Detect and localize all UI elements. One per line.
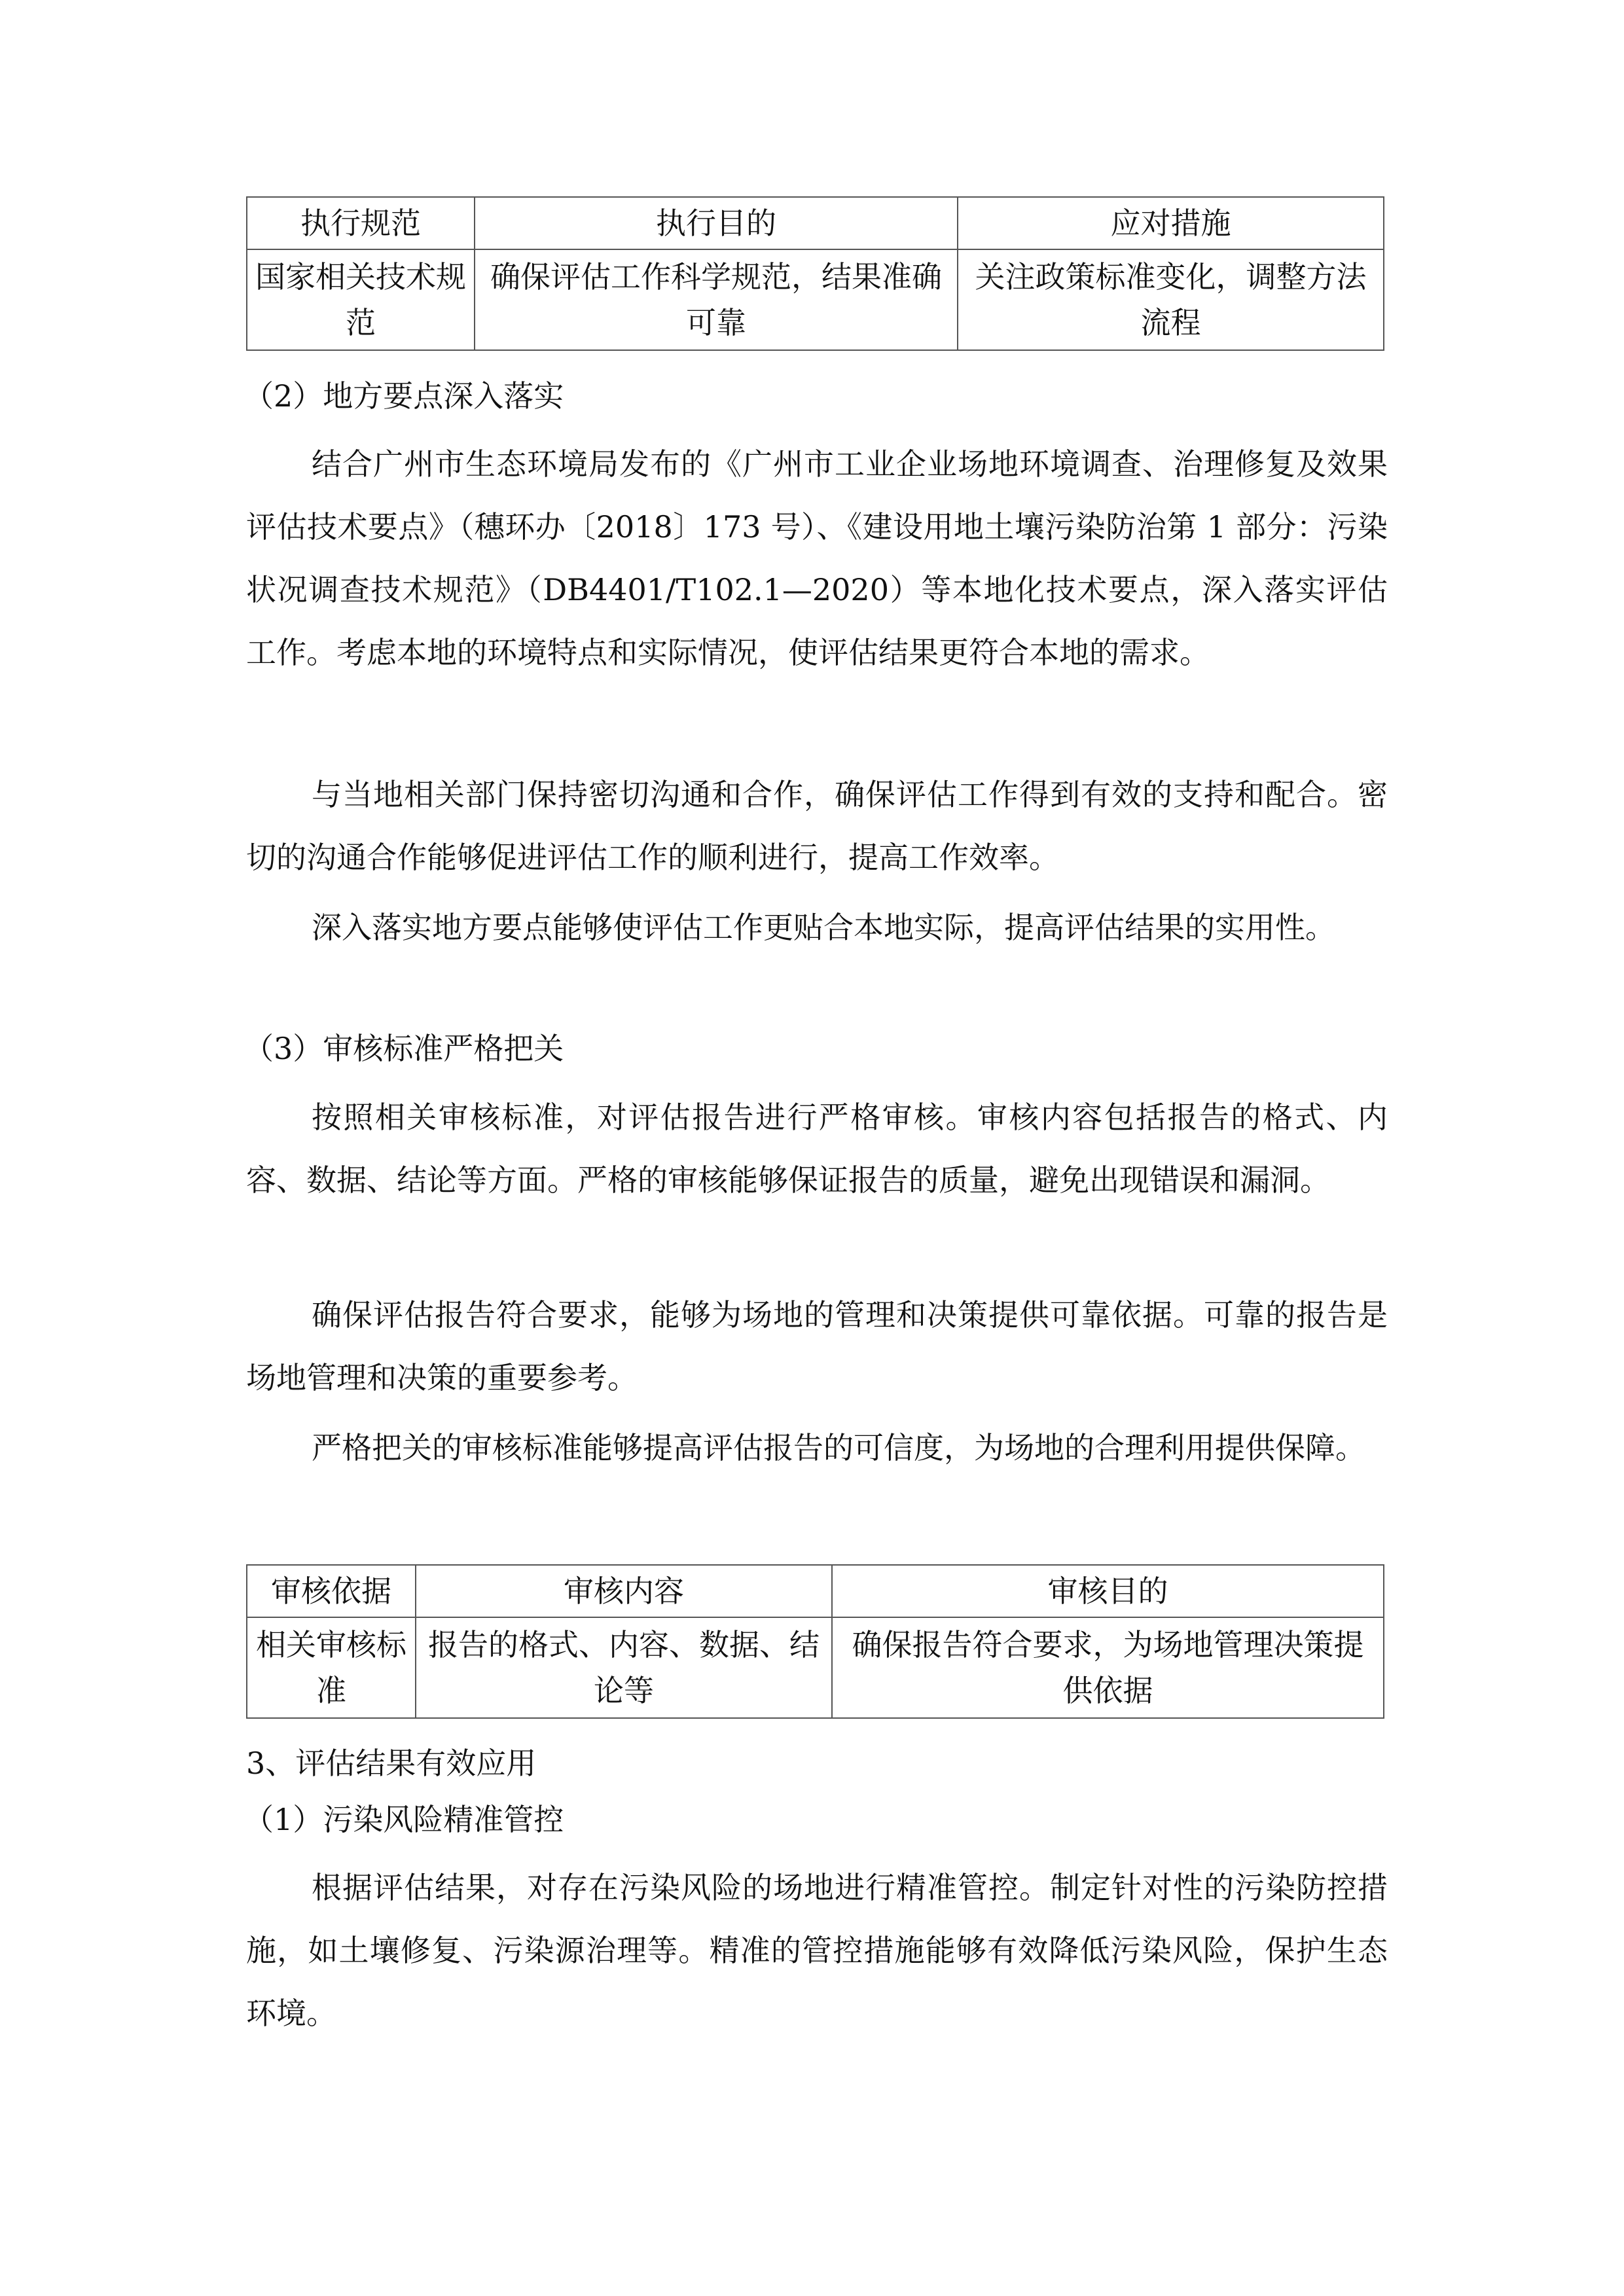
table-row (247, 249, 1384, 350)
table-cell: 关注政策标准变化，调整方法流程 (958, 249, 1384, 350)
paragraph: 严格把关的审核标准能够提高评估报告的可信度，为场地的合理利用提供保障。 (312, 1430, 1365, 1465)
table-row (247, 1617, 1384, 1718)
section-heading: 3、评估结果有效应用 (246, 1746, 537, 1781)
table-header-cell: 应对措施 (958, 197, 1384, 249)
paragraph: 与当地相关部门保持密切沟通和合作，确保评估工作得到有效的支持和配合。密切的沟通合作能够促进评估工作的顺利进行，提高工作效率。 (246, 777, 1388, 875)
paragraph: 根据评估结果，对存在污染风险的场地进行精准管控。制定针对性的污染防控措施，如土壤修复、污染源治理等。精准的管控措施能够有效降低污染风险，保护生态环境。 (246, 1870, 1388, 2031)
paragraph: 结合广州市生态环境局发布的《广州市工业企业场地环境调查、治理修复及效果评估技术要点》（穗环办〔2018〕173 号）、《建设用地土壤污染防治第 1 部分：污染状况调查技术规范》（DB4401/T102.1—2020）等本地化技术要点，深入落实评估工作。考虑本地的环境特点和实际情况，使评估结果更符合本地的需求。 (246, 446, 1388, 670)
table-header-row (247, 1565, 1384, 1617)
section-heading: （3）审核标准严格把关 (244, 1031, 564, 1066)
table-header-row (247, 197, 1384, 249)
table-header-cell: 执行规范 (247, 197, 475, 249)
table-header-cell: 审核目的 (832, 1565, 1384, 1617)
section-heading: （2）地方要点深入落实 (244, 378, 564, 414)
table-cell: 报告的格式、内容、数据、结论等 (416, 1617, 832, 1718)
paragraph: 深入落实地方要点能够使评估工作更贴合本地实际，提高评估结果的实用性。 (312, 910, 1335, 945)
paragraph: 确保评估报告符合要求，能够为场地的管理和决策提供可靠依据。可靠的报告是场地管理和决策的重要参考。 (246, 1297, 1388, 1395)
table-cell: 国家相关技术规范 (247, 249, 475, 350)
paragraph: 按照相关审核标准，对评估报告进行严格审核。审核内容包括报告的格式、内容、数据、结论等方面。严格的审核能够保证报告的质量，避免出现错误和漏洞。 (246, 1100, 1388, 1198)
table-header-cell: 执行目的 (475, 197, 958, 249)
table-cell: 确保评估工作科学规范，结果准确可靠 (475, 249, 958, 350)
table-cell: 确保报告符合要求，为场地管理决策提供依据 (832, 1617, 1384, 1718)
subsection-heading: （1）污染风险精准管控 (244, 1802, 564, 1837)
table-header-cell: 审核依据 (247, 1565, 416, 1617)
table-cell: 相关审核标准 (247, 1617, 416, 1718)
standards-table (246, 196, 1384, 351)
review-table (246, 1564, 1384, 1719)
table-header-cell: 审核内容 (416, 1565, 832, 1617)
